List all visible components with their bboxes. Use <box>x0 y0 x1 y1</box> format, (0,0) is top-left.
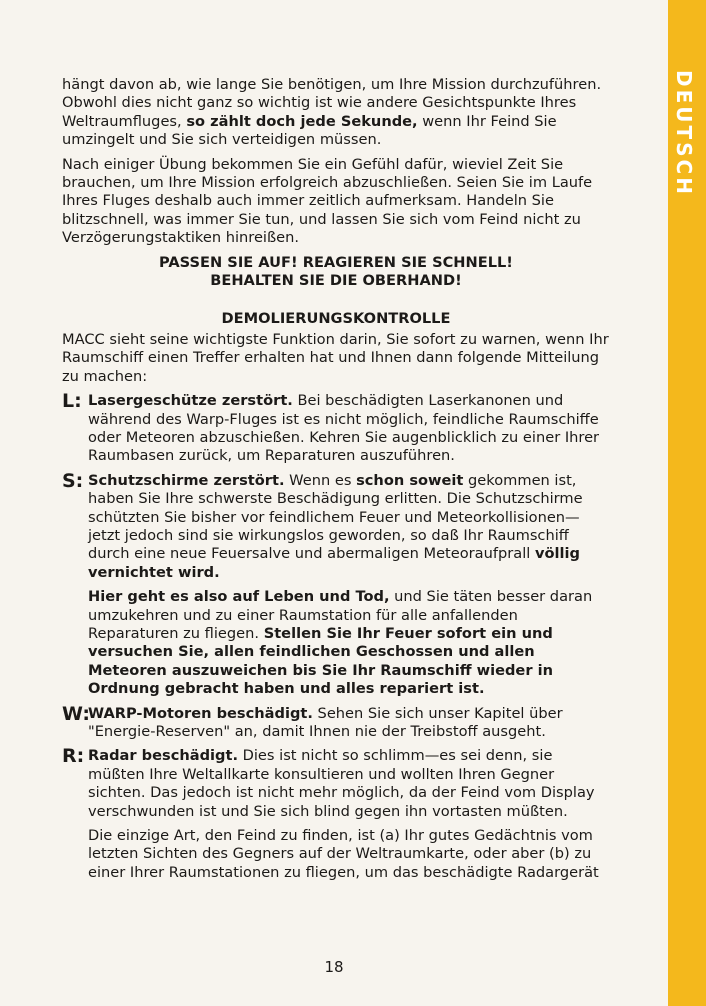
damage-item-text <box>88 705 610 742</box>
intro-paragraph-2 <box>62 156 610 248</box>
damage-item-key: S: <box>62 469 84 492</box>
body-text: Die einzige Art, den Feind zu finden, ist (a) Ihr gutes Gedächtnis vom letzten Sichten des Gegners auf der Weltraumkarte, oder aber (b) zu einer Ihrer Raumstationen zu fliegen, um das beschädigte Radargerät <box>88 827 599 881</box>
emphasis-text: Schutzschirme zerstört. <box>88 471 285 489</box>
emphasis-text: schon soweit <box>356 471 464 489</box>
damage-item-continuation <box>88 827 610 882</box>
damage-item <box>62 747 610 821</box>
page-content <box>62 76 610 888</box>
section-heading: DEMOLIERUNGSKONTROLLE <box>221 310 451 328</box>
emphasis-text: Stellen Sie Ihr Feuer sofort ein und versuchen Sie, allen feindlichen Geschossen und allen Meteoren auszuweichen bis Sie Ihr Raumschiff wieder in Ordnung gebracht haben und alles repariert ist. <box>88 624 553 698</box>
damage-item <box>62 392 610 466</box>
damage-list <box>62 392 610 882</box>
intro-text: hängt davon ab, wie lange Sie benötigen, um Ihre Mission durchzuführen. Obwohl dies nicht ganz so wichtig ist wie andere Gesichtspunkte Ihres Weltraumfluges, <box>62 76 602 130</box>
warning-line: BEHALTEN SIE DIE OBERHAND! <box>210 272 462 290</box>
emphasis-text: Hier geht es also auf Leben und Tod, <box>88 588 390 606</box>
language-tab-label: DEUTSCH <box>672 70 696 197</box>
emphasis-text: Lasergeschütze zerstört. <box>88 392 293 410</box>
body-text: und Sie täten besser daran umzukehren und zu einer Raumstation für alle anfallenden Reparaturen zu fliegen. <box>88 588 593 642</box>
intro-paragraph-1 <box>62 76 610 150</box>
damage-item-text <box>88 472 610 582</box>
warning-callout <box>62 254 610 291</box>
damage-item-text <box>88 827 610 882</box>
damage-item-key: L: <box>62 390 82 413</box>
warning-line: PASSEN SIE AUF! REAGIEREN SIE SCHNELL! <box>159 253 513 271</box>
intro-text: wenn Ihr Feind Sie umzingelt und Sie sich verteidigen müssen. <box>62 112 557 149</box>
damage-item-key: W: <box>62 702 90 725</box>
body-text: Dies ist nicht so schlimm—es sei denn, sie müßten Ihre Weltallkarte konsultieren und wollten Ihren Gegner sichten. Das jedoch ist nicht mehr möglich, da der Feind vom Display verschwunden ist und Sie sich blind gegen ihn vortasten müßten. <box>88 747 595 820</box>
body-text: gekommen ist, haben Sie Ihre schwerste Beschädigung erlitten. Die Schutzschirme schützten Sie bisher vor feindlichem Feuer und Meteorkollisionen—jetzt jedoch sind sie wirkungslos geworden, so daß Ihr Raumschiff durch eine neue Feuersalve und abermaligen Meteoraufprall <box>88 471 583 563</box>
damage-item-text <box>88 588 610 698</box>
intro-emphasis: so zählt doch jede Sekunde, <box>186 112 418 130</box>
body-text: Wenn es <box>284 471 357 489</box>
emphasis-text: Radar beschädigt. <box>88 747 238 765</box>
intro-text: Nach einiger Übung bekommen Sie ein Gefühl dafür, wieviel Zeit Sie brauchen, um Ihre Mission erfolgreich abzuschließen. Seien Sie im Laufe Ihres Fluges deshalb auch immer zeitlich aufmerksam. Handeln Sie blitzschnell, was immer Sie tun, und lassen Sie sich vom Feind nicht zu Verzögerungstaktiken hinreißen. <box>62 155 593 247</box>
damage-item-key: R: <box>62 745 85 768</box>
damage-item-text <box>88 747 610 821</box>
emphasis-text: völlig vernichtet wird. <box>88 545 580 581</box>
body-text: Sehen Sie sich unser Kapitel über "Energie-Reserven" an, damit Ihnen nie der Treibstoff ausgeht. <box>88 704 563 740</box>
damage-item-continuation <box>88 588 610 698</box>
damage-item <box>62 702 610 742</box>
page-number: 18 <box>324 958 344 976</box>
damage-item-text <box>88 392 610 466</box>
section-lead: MACC sieht seine wichtigste Funktion darin, Sie sofort zu warnen, wenn Ihr Raumschiff einen Treffer erhalten hat und Ihnen dann folgende Mitteilung zu machen: <box>62 330 609 385</box>
emphasis-text: WARP-Motoren beschädigt. <box>88 704 313 722</box>
body-text: Bei beschädigten Laserkanonen und während des Warp-Fluges ist es nicht möglich, feindliche Raumschiffe oder Meteoren abzuschießen. Kehren Sie augenblicklich zu einer Ihrer Raumbasen zurück, um Reparaturen auszuführen. <box>88 392 600 465</box>
language-tab <box>668 0 706 1006</box>
damage-item <box>62 469 610 582</box>
